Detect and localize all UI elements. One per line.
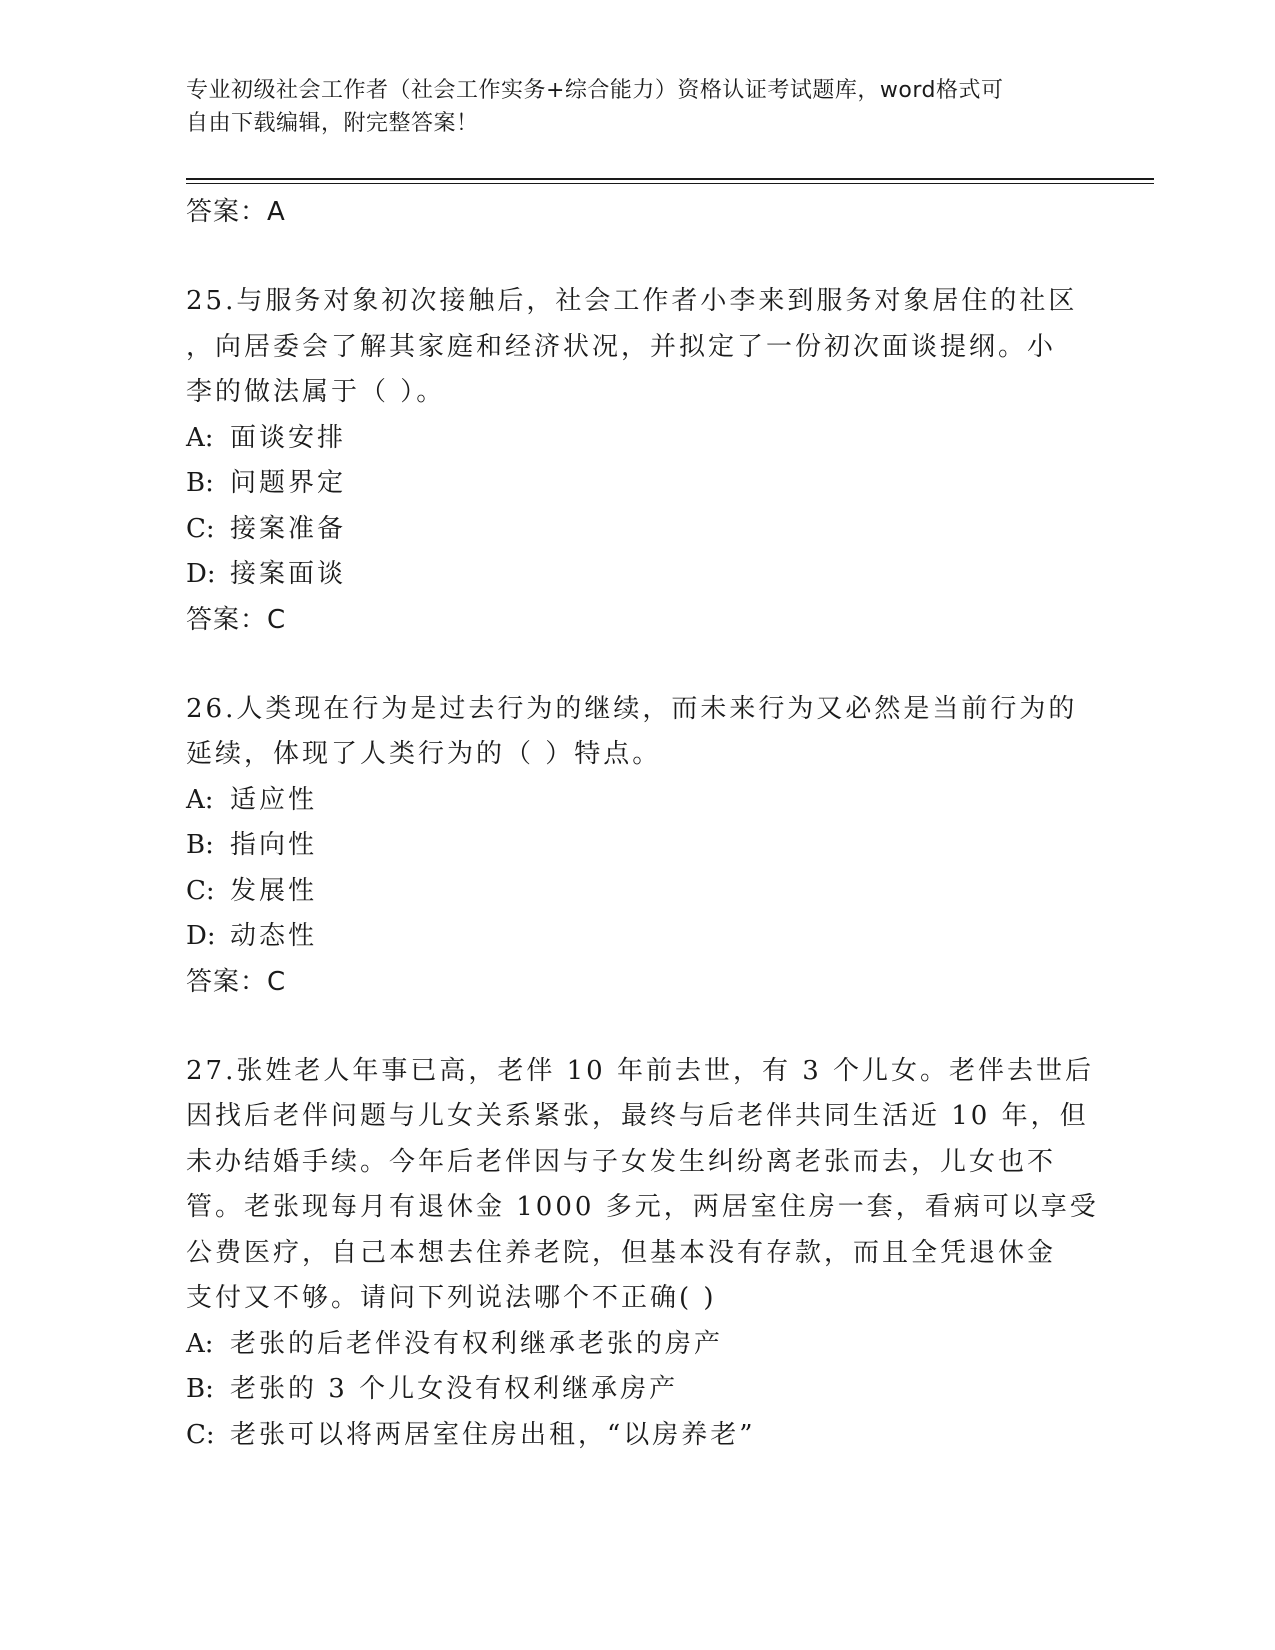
option-text: 适应性 xyxy=(230,784,318,815)
option-text: 老张可以将两居室住房出租，“以房养老” xyxy=(230,1419,756,1450)
spacer xyxy=(186,1004,1086,1049)
question-text-line: ，向居委会了解其家庭和经济状况，并拟定了一份初次面谈提纲。小 xyxy=(186,331,1057,362)
option-letter: A: xyxy=(186,422,214,453)
option-b xyxy=(186,461,1086,507)
option-text: 问题界定 xyxy=(230,468,347,498)
option-letter: A: xyxy=(186,784,214,815)
option-text: 老张的 3 个儿女没有权利继承房产 xyxy=(230,1374,679,1404)
option-letter: B: xyxy=(186,468,214,498)
option-text: 老张的后老伴没有权利继承老张的房产 xyxy=(230,1328,724,1359)
option-c xyxy=(186,869,1086,915)
option-b xyxy=(186,823,1086,869)
answer-25: 答案：C xyxy=(186,604,287,635)
question-text-line: 25.与服务对象初次接触后，社会工作者小李来到服务对象居住的社区 xyxy=(186,286,1078,316)
option-text: 动态性 xyxy=(230,921,318,951)
option-letter: C: xyxy=(186,513,215,544)
header-rule-thick xyxy=(186,178,1154,180)
question-text-line: 李的做法属于（ ）。 xyxy=(186,377,446,407)
option-letter: D: xyxy=(186,559,216,589)
option-text: 接案准备 xyxy=(230,513,347,544)
option-letter: C: xyxy=(186,875,215,906)
question-26 xyxy=(186,687,1086,1004)
previous-answer: 答案：A xyxy=(186,197,286,227)
question-text-line: 未办结婚手续。今年后老伴因与子女发生纠纷离老张而去，儿女也不 xyxy=(186,1146,1057,1177)
option-a xyxy=(186,778,1086,824)
question-text-line: 支付又不够。请问下列说法哪个不正确( ) xyxy=(186,1283,717,1313)
document-header xyxy=(186,74,1086,140)
option-letter: D: xyxy=(186,921,216,951)
option-d xyxy=(186,914,1086,960)
option-a xyxy=(186,1322,1086,1368)
header-line-2: 自由下载编辑，附完整答案！ xyxy=(186,111,479,136)
option-letter: C: xyxy=(186,1419,215,1450)
option-text: 接案面谈 xyxy=(230,559,347,589)
option-b xyxy=(186,1367,1086,1413)
question-text-line: 延续，体现了人类行为的（ ）特点。 xyxy=(186,739,662,769)
answer-26: 答案：C xyxy=(186,966,287,997)
option-a xyxy=(186,416,1086,462)
option-c xyxy=(186,1413,1086,1459)
option-d xyxy=(186,552,1086,598)
question-text-line: 27.张姓老人年事已高，老伴 10 年前去世，有 3 个儿女。老伴去世后 xyxy=(186,1055,1095,1086)
document-body xyxy=(186,190,1099,1458)
option-letter: B: xyxy=(186,830,214,860)
question-text-line: 26.人类现在行为是过去行为的继续，而未来行为又必然是当前行为的 xyxy=(186,693,1078,724)
option-letter: A: xyxy=(186,1328,214,1359)
question-text-line: 管。老张现每月有退休金 1000 多元，两居室住房一套，看病可以享受 xyxy=(186,1192,1099,1222)
header-rule-thin xyxy=(186,183,1154,184)
option-text: 发展性 xyxy=(230,875,318,906)
spacer xyxy=(186,234,1086,279)
option-letter: B: xyxy=(186,1374,214,1404)
option-text: 面谈安排 xyxy=(230,422,347,453)
spacer xyxy=(186,642,1086,687)
option-c xyxy=(186,507,1086,553)
question-25 xyxy=(186,279,1086,642)
question-text-line: 因找后老伴问题与儿女关系紧张，最终与后老伴共同生活近 10 年，但 xyxy=(186,1101,1089,1131)
question-text-line: 公费医疗，自己本想去住养老院，但基本没有存款，而且全凭退休金 xyxy=(186,1237,1057,1268)
option-text: 指向性 xyxy=(230,830,318,860)
question-27 xyxy=(186,1049,1099,1459)
header-line-1: 专业初级社会工作者（社会工作实务+综合能力）资格认证考试题库，word格式可 xyxy=(186,78,1004,103)
